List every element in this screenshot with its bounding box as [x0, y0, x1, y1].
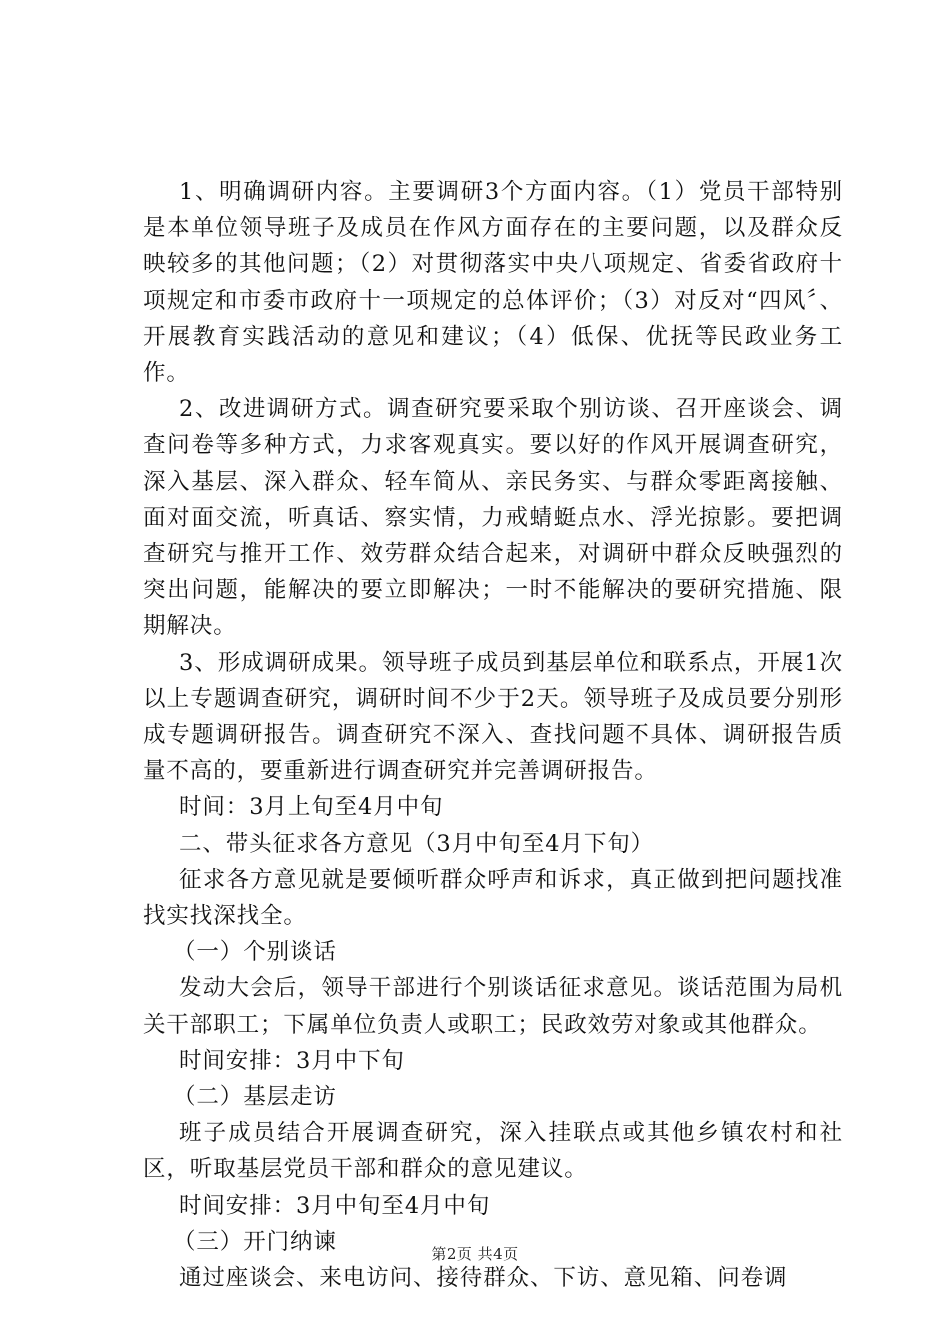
paragraph-time-2: 时间安排：3月中下旬	[179, 1047, 405, 1074]
paragraph-time-1: 时间：3月上旬至4月中旬	[179, 794, 444, 821]
document-body	[143, 174, 843, 1296]
paragraph-opinions-intro: 征求各方意见就是要倾听群众呼声和诉求，真正做到把问题找准找实找深找全。	[143, 866, 843, 930]
subheading-open-door: （三）开门纳谏	[173, 1228, 337, 1255]
paragraph-time-3: 时间安排：3月中旬至4月中旬	[179, 1192, 491, 1219]
paragraph-open-door: 通过座谈会、来电访问、接待群众、下访、意见箱、问卷调	[179, 1265, 788, 1292]
paragraph-individual-talks: 发动大会后，领导干部进行个别谈话征求意见。谈话范围为局机关干部职工；下属单位负责人或职工；民政效劳对象或其他群众。	[143, 975, 843, 1038]
paragraph-research-method: 2、改进调研方式。调查研究要采取个别访谈、召开座谈会、调查问卷等多种方式，力求客观真实。要以好的作风开展调查研究，深入基层、深入群众、轻车简从、亲民务实、与群众零距离接触、面对面交流，听真话、察实情，力戒蜻蜓点水、浮光掠影。要把调查研究与推开工作、效劳群众结合起来，对调研中群众反映强烈的突出问题，能解决的要立即解决；一时不能解决的要研究措施、限期解决。	[143, 396, 843, 640]
paragraph-research-results: 3、形成调研成果。领导班子成员到基层单位和联系点，开展1次以上专题调查研究，调研时间不少于2天。领导班子及成员要分别形成专题调研报告。调查研究不深入、查找问题不具体、调研报告质量不高的，要重新进行调查研究并完善调研报告。	[143, 649, 843, 785]
page-number-footer: 第2页 共4页	[431, 1245, 519, 1263]
subheading-grassroots-visits: （二）基层走访	[173, 1084, 337, 1111]
subheading-individual-talks: （一）个别谈话	[173, 939, 337, 966]
section-heading-opinions: 二、带头征求各方意见（3月中旬至4月下旬）	[179, 830, 655, 857]
paragraph-grassroots-visits: 班子成员结合开展调查研究，深入挂联点或其他乡镇农村和社区，听取基层党员干部和群众的意见建议。	[143, 1120, 843, 1183]
paragraph-research-content: 1、明确调研内容。主要调研3个方面内容。（1）党员干部特别是本单位领导班子及成员在作风方面存在的主要问题，以及群众反映较多的其他问题；（2）对贯彻落实中央八项规定、省委省政府十项规定和市委市政府十一项规定的总体评价；（3）对反对“四风〞、开展教育实践活动的意见和建议；（4）低保、优抚等民政业务工作。	[143, 179, 843, 387]
